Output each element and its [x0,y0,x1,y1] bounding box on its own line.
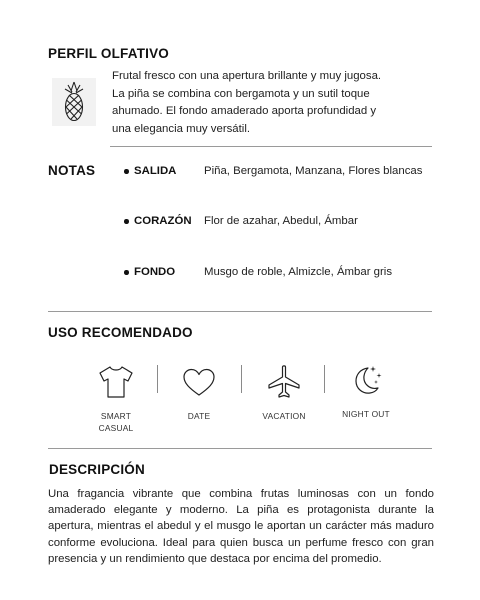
note-row-fondo [124,263,464,281]
usage-item-night-out [328,362,404,420]
description-text: Una fragancia vibrante que combina frutas luminosas con un fondo amaderado elegante y moderno. La piña es protagonista durante la apertura, mientras el abedul y el musgo le aportan un carácter más maduro conforme evoluciona. Ideal para quien busca un perfume fresco con gran presencia y un rendimiento que destaca por encima del promedio. [48,488,434,565]
usage-item-date [161,364,237,422]
moon-stars-icon [346,362,386,398]
tshirt-icon [96,364,136,400]
separator [241,365,242,393]
separator [157,365,158,393]
notes-heading: NOTAS [48,163,96,178]
bullet-icon [124,219,129,224]
heart-icon [179,364,219,400]
profile-line-2: La piña se combina con bergamota y un sutil toque [112,87,370,100]
bullet-icon [124,169,129,174]
usage-label: NIGHT OUT [342,409,390,419]
pineapple-icon [52,78,96,126]
description-heading: DESCRIPCIÓN [49,462,145,477]
bullet-icon [124,270,129,275]
note-value: Piña, Bergamota, Manzana, Flores blancas [204,165,423,177]
note-label: SALIDA [134,165,177,177]
divider [48,311,432,312]
note-label: FONDO [134,266,176,278]
note-row-salida [124,162,464,180]
note-label: CORAZÓN [134,215,192,227]
airplane-icon [264,364,304,400]
divider [48,448,432,449]
usage-label: DATE [187,411,211,421]
usage-label: SMART CASUAL [98,411,134,433]
note-value: Musgo de roble, Almizcle, Ámbar gris [204,266,393,278]
profile-line-3: ahumado. El fondo amaderado aporta profundidad y [112,105,377,117]
usage-heading: USO RECOMENDADO [48,325,193,340]
usage-item-smart-casual [78,364,154,434]
profile-line-4: una elegancia muy versátil. [112,122,251,135]
profile-heading: PERFIL OLFATIVO [48,46,170,61]
separator [324,365,325,393]
usage-item-vacation [246,364,322,422]
note-row-corazon [124,212,464,230]
note-value: Flor de azahar, Abedul, Ámbar [204,215,358,227]
divider [110,146,432,147]
usage-label: VACATION [262,411,306,421]
profile-line-1: Frutal fresco con una apertura brillante y muy jugosa. [112,70,382,82]
